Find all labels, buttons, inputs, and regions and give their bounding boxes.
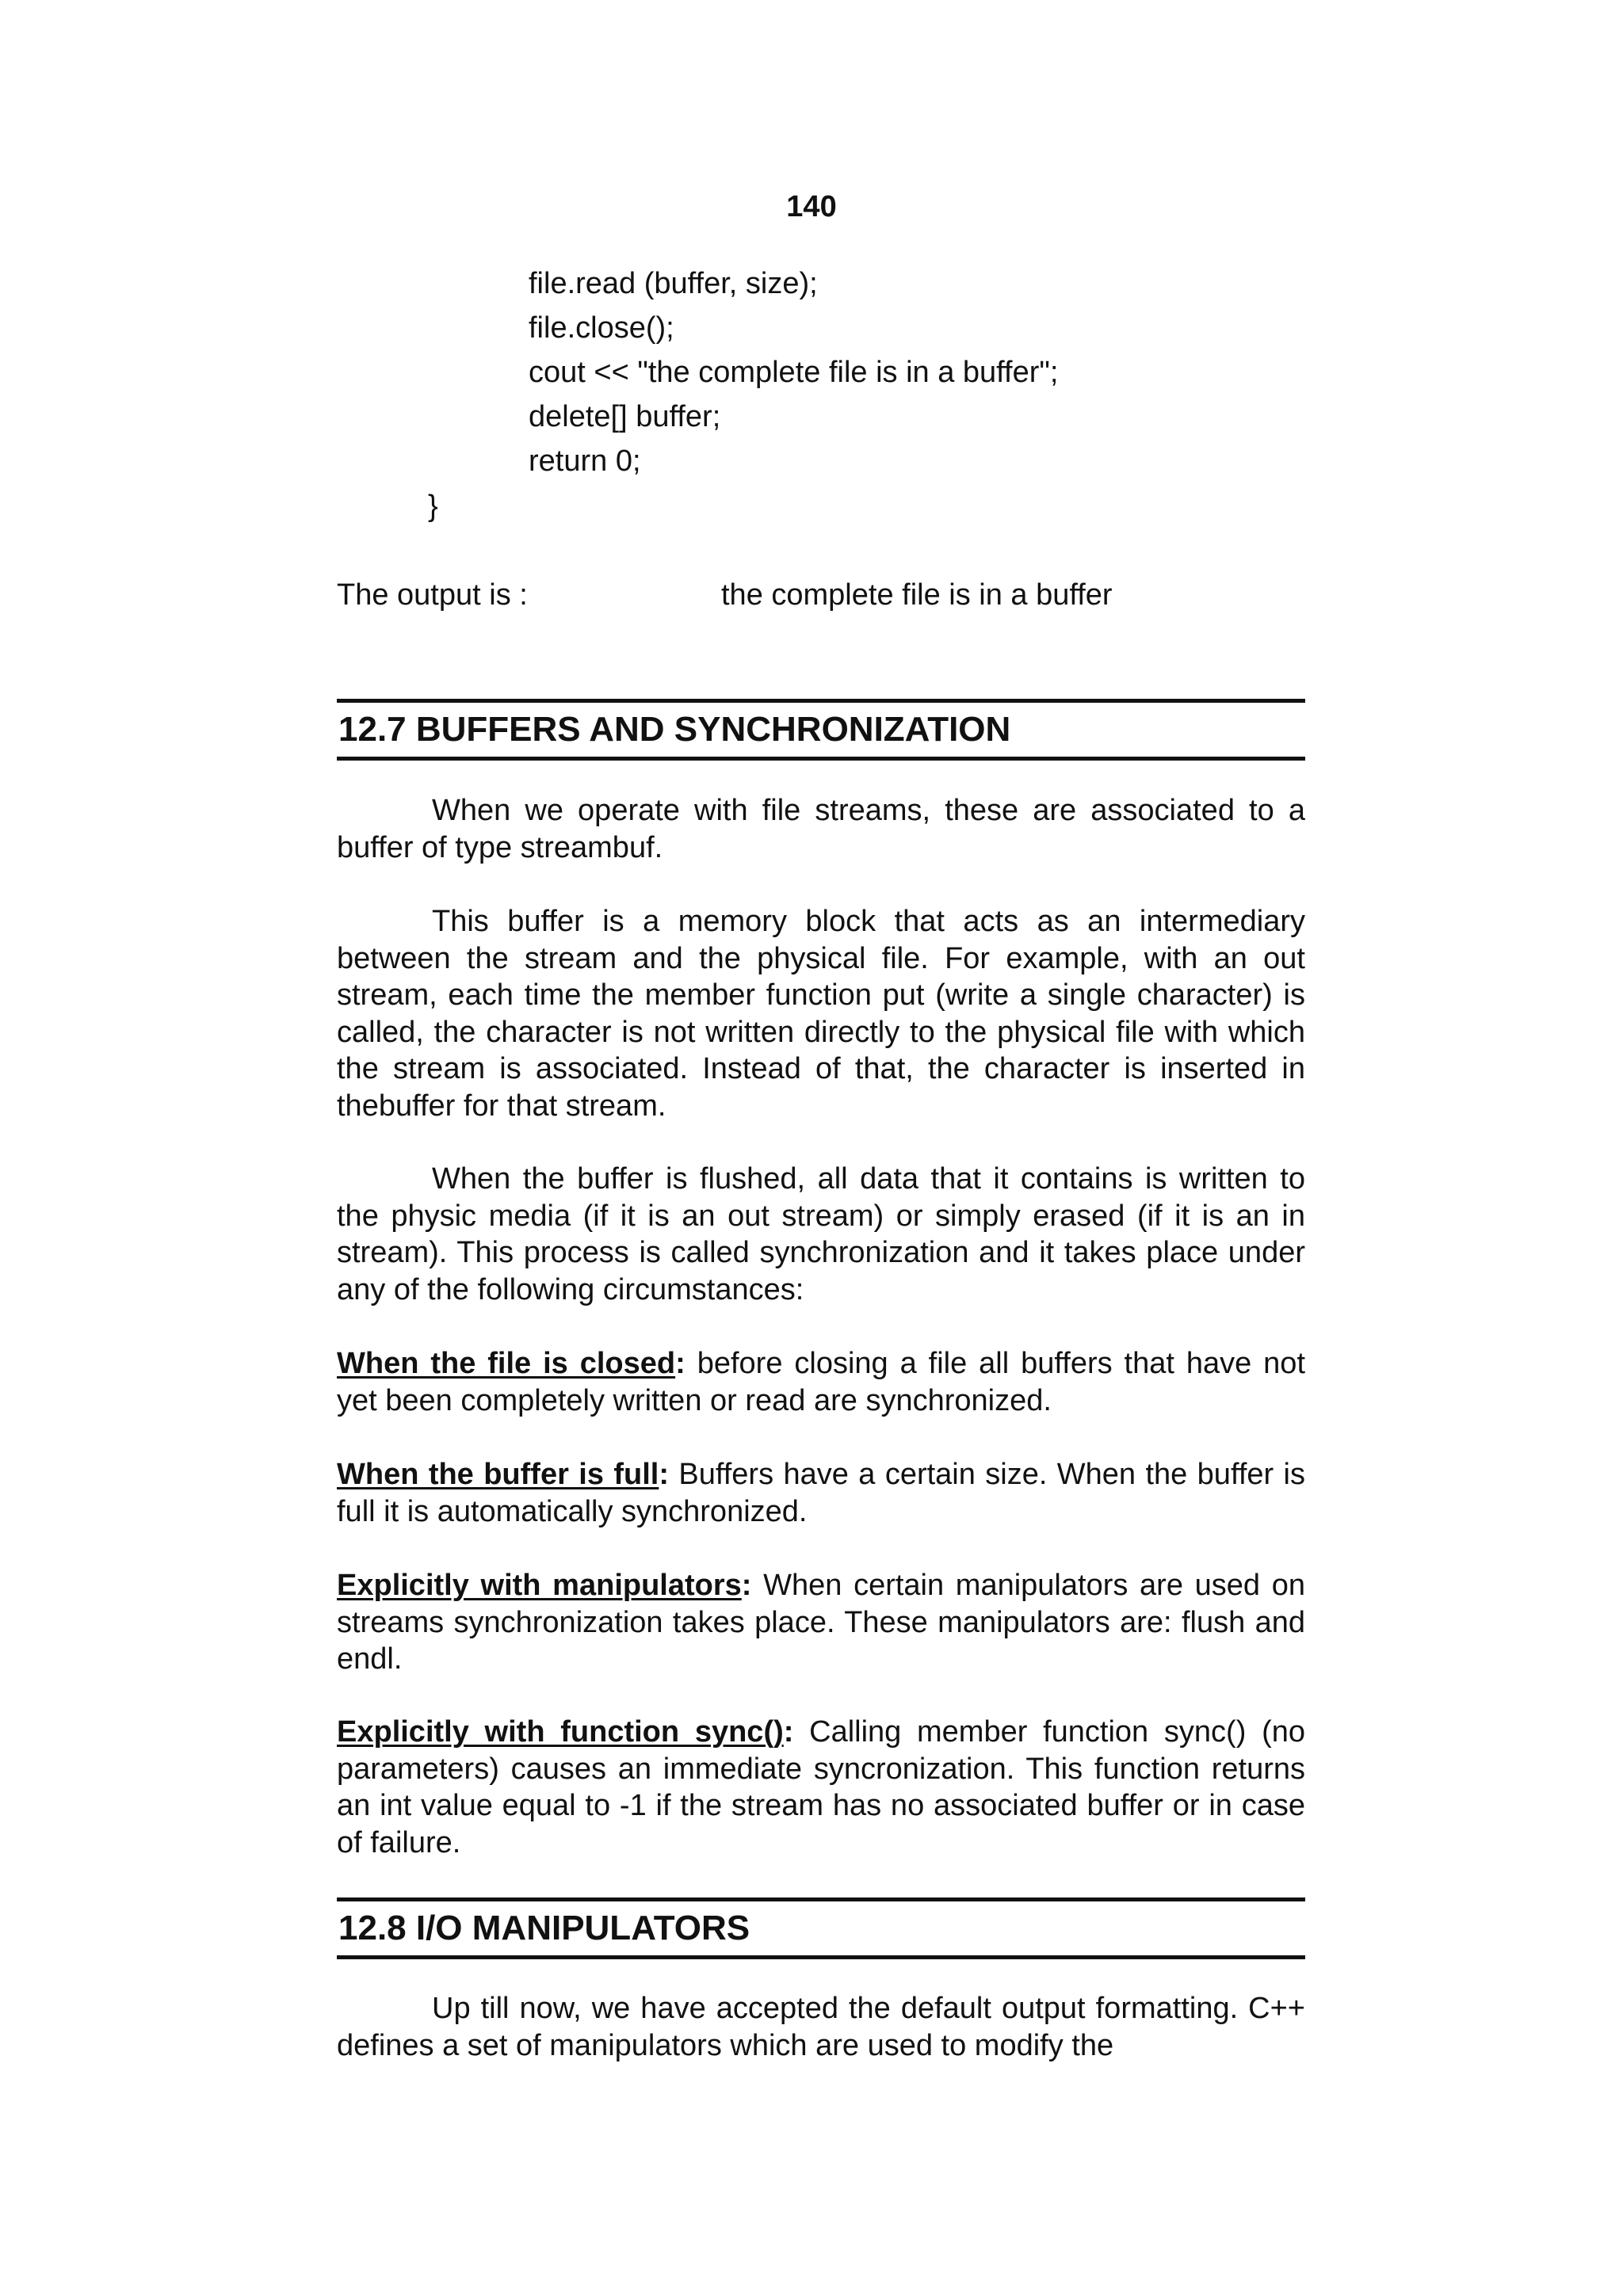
sync-item-text (337, 1714, 1305, 1861)
sync-item-text (337, 1456, 1305, 1530)
section-12-7 (337, 699, 1305, 761)
paragraph-block (337, 1161, 1305, 1308)
paragraph: Up till now, we have accepted the default output formatting. C++ defines a set of manipulators which are used to modify the (337, 1992, 1305, 2062)
sync-item-colon: : (783, 1715, 794, 1749)
sync-item-colon: : (675, 1347, 685, 1380)
sync-item-term: Explicitly with function sync() (337, 1715, 784, 1749)
paragraph: When the buffer is flushed, all data that it contains is written to the physic media (if it is an out stream) or simply erased (if it is an in stream). This process is called synchronization and it takes place under any of the following circumstances: (337, 1162, 1305, 1306)
sync-item-colon: : (741, 1569, 752, 1602)
sync-item-body: When certain manipulators are used on streams synchronization takes place. These manipulators are: flush and endl. (337, 1569, 1305, 1676)
sync-item-colon: : (659, 1458, 669, 1491)
page-number: 140 (786, 190, 837, 223)
sync-item-body: Calling member function sync() (no parameters) causes an immediate syncronization. This function returns an int value equal to -1 if the stream has no associated buffer or in case of failure. (337, 1715, 1305, 1859)
code-line: return 0; (529, 444, 641, 478)
paragraph: This buffer is a memory block that acts as an intermediary between the stream and the physical file. For example, with an out stream, each time the member function put (write a single character) is called, the character is not written directly to the physical file with which the stream is associated. Instead of that, the character is inserted in thebuffer for that stream. (337, 905, 1305, 1123)
sync-item-term: When the buffer is full (337, 1458, 659, 1491)
code-line: file.read (buffer, size); (529, 267, 818, 300)
sync-item-term: When the file is closed (337, 1347, 676, 1380)
paragraph-block (337, 1990, 1305, 2064)
code-line: file.close(); (529, 311, 674, 345)
sync-item-text (337, 1345, 1305, 1419)
code-block (529, 261, 1058, 483)
code-line: delete[] buffer; (529, 400, 721, 433)
sync-item-body: Buffers have a certain size. When the buffer is full it is automatically synchronized. (337, 1458, 1305, 1528)
section-12-8 (337, 1897, 1305, 1959)
sync-item (337, 1714, 1305, 1861)
code-line: cout << "the complete file is in a buffer"; (529, 356, 1059, 389)
sync-item (337, 1567, 1305, 1678)
sync-item (337, 1345, 1305, 1419)
sync-item-body: before closing a file all buffers that have not yet been completely written or read are synchronized. (337, 1347, 1305, 1417)
paragraph: When we operate with file streams, these are associated to a buffer of type streambuf. (337, 794, 1305, 864)
paragraph-block (337, 792, 1305, 866)
sync-item-term: Explicitly with manipulators (337, 1569, 742, 1602)
output-value: the complete file is in a buffer (721, 578, 1113, 612)
code-closing-brace: } (428, 490, 438, 523)
output-label: The output is : (337, 578, 528, 612)
sync-item (337, 1456, 1305, 1530)
section-heading: 12.7 BUFFERS AND SYNCHRONIZATION (337, 699, 1305, 761)
section-heading: 12.8 I/O MANIPULATORS (337, 1897, 1305, 1959)
sync-item-text (337, 1567, 1305, 1678)
paragraph-block (337, 903, 1305, 1124)
